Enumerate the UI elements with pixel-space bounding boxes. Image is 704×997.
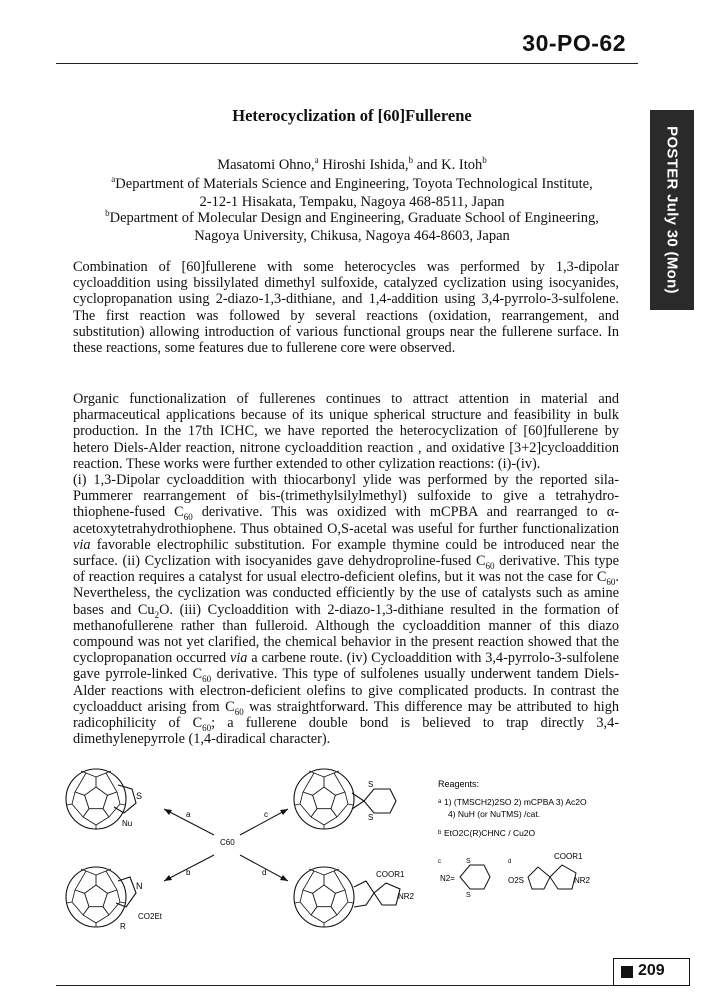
page-number: 209 — [638, 962, 665, 979]
header-rule — [56, 63, 638, 64]
svg-text:d: d — [508, 859, 512, 865]
poster-tab — [650, 110, 694, 310]
svg-text:CO2Et: CO2Et — [138, 912, 163, 921]
svg-text:4) NuH (or NuTMS) /cat.: 4) NuH (or NuTMS) /cat. — [448, 809, 541, 819]
svg-text:a: a — [186, 810, 191, 819]
svg-text:S: S — [136, 791, 143, 801]
svg-text:c: c — [438, 859, 441, 865]
reaction-scheme — [56, 765, 646, 955]
paper-title: Heterocyclization of [60]Fullerene — [232, 106, 472, 125]
fullerene-bottom-left — [66, 867, 126, 927]
poster-tab-label: POSTER July 30 (Mon) — [663, 126, 681, 294]
c60-label: C60 — [220, 838, 235, 847]
svg-text:N: N — [136, 881, 143, 891]
svg-text:O2S: O2S — [508, 876, 525, 885]
svg-text:a: a — [438, 799, 442, 805]
svg-text:b: b — [438, 830, 442, 836]
abstract: Combination of [60]fullerene with some heterocycles was performed by 1,3-dipolar cycloaddition using bissilylated dimethyl sulfoxide, catalyzed cyclization using isocyanides, cyclopropanation using 2-diazo-1,3-dithiane, and 1,4-addition using 3,4-pyrrolo-3-sulfolene. The first reaction was followed by several reactions (oxidation, rearrangement, and substitution) allowing introduction of various functional groups near the fullerene surface. In these reactions, some features due to fullerene core were observed. — [73, 259, 619, 357]
svg-text:NR2: NR2 — [574, 876, 591, 885]
page-number-box — [613, 958, 690, 986]
svg-text:COOR1: COOR1 — [376, 870, 405, 879]
svg-text:R: R — [120, 922, 126, 931]
svg-text:S: S — [368, 813, 374, 822]
footer-rule — [56, 985, 613, 986]
svg-text:c: c — [264, 810, 268, 819]
svg-text:S: S — [466, 892, 471, 899]
reagents-title: Reagents: — [438, 779, 480, 789]
svg-text:d: d — [262, 868, 267, 877]
svg-text:N2=: N2= — [440, 874, 455, 883]
svg-text:b: b — [186, 868, 191, 877]
session-code: 30-PO-62 — [522, 30, 626, 56]
affiliation-a: $^a$Department of Materials Science and Engineering, Toyota Technological Institute, 2-12-1 Hisakata, Tempaku, Nagoya 468-8511, Japan — [111, 174, 593, 210]
svg-text:COOR1: COOR1 — [554, 852, 583, 861]
author-line: Masatomi Ohno,$^a$ Hiroshi Ishida,$^b$ and K. Itoh$^b$ — [217, 155, 487, 173]
page-marker-icon — [621, 966, 633, 978]
affiliation-b: $^b$Department of Molecular Design and Engineering, Graduate School of Engineering, Nagoya University, Chikusa, Nagoya 464-8603, Japan — [105, 208, 599, 244]
svg-text:EtO2C(R)CHNC / Cu2O: EtO2C(R)CHNC / Cu2O — [444, 828, 536, 838]
svg-text:S: S — [368, 780, 374, 789]
svg-text:1) (TMSCH2)2SO 2) mCPBA 3): 1) (TMSCH2)2SO 2) mCPBA 3) Ac2O — [444, 797, 587, 807]
svg-text:Nu: Nu — [122, 819, 133, 828]
svg-text:NR2: NR2 — [398, 892, 415, 901]
body-text: Organic functionalization of fullerenes continues to attract attention in material and pharmaceutical applications because of its unique spherical structure and feasibility in bulk production. In the 17th ICHC, we have reported the heterocyclization of [60]fullerene by hetero Diels-Alder reaction, nitrone cycloaddition reaction , and oxidative [3+2]cycloaddition reaction. These works were further extended to other cylization reactions: (i)-(iv). (i) 1,3-Dipolar cycloaddition with thiocarbonyl ylide was performed by the reported sila-Pummerer rearrangement of bis-(trimethylsilylmethyl) sulfoxide to give a tetrahydro-thiophene-fused $C_{60}$ derivative. This was oxidized with mCPBA and rearranged to α-acetoxytetrahydrothiophene. Thus obtained O,S-acetal was useful for further functionalization via favorable electrophilic substitution. For example thymine could be introduced near the surface. (ii) Cyclization with isocyanides gave dehydroproline-fused $C_{60}$ derivative. This type of reaction requires a catalyst for usual electro-deficient olefins, but it was not the case for $C_{60}$. Nevertheless, the cyclization was conducted efficiently by the use of catalysts such as amine bases and $Cu_2O$. (iii) Cycloaddition with 2-diazo-1,3-dithiane resulted in the formation of methanofullerene rather than fulleroid. Although the cycloaddition manner of this diazo compound was not yet clarified, the chemical behavior in the present reaction showed that the cyclopropanation occurred via a carbene route. (iv) Cycloaddition with 3,4-pyrrolo-3-sulfolene gave pyrrole-linked $C_{60}$ derivative. This type of sulfolenes usually underwent tandem Diels-Alder reactions with electron-deficient olefins to give complicated products. In contrast the cycloadduct arising from $C_{60}$ was straightforward. This difference may be attributed to high radicophilicity of $C_{60}$; a fullerene double bond is believed to trap directly 3,4-dimethylenepyrrole (1,4-diradical character). — [73, 391, 620, 748]
fullerene-top-right — [294, 769, 354, 829]
fullerene-top-left — [66, 769, 126, 829]
svg-text:S: S — [466, 858, 471, 865]
fullerene-bottom-right — [294, 867, 354, 927]
